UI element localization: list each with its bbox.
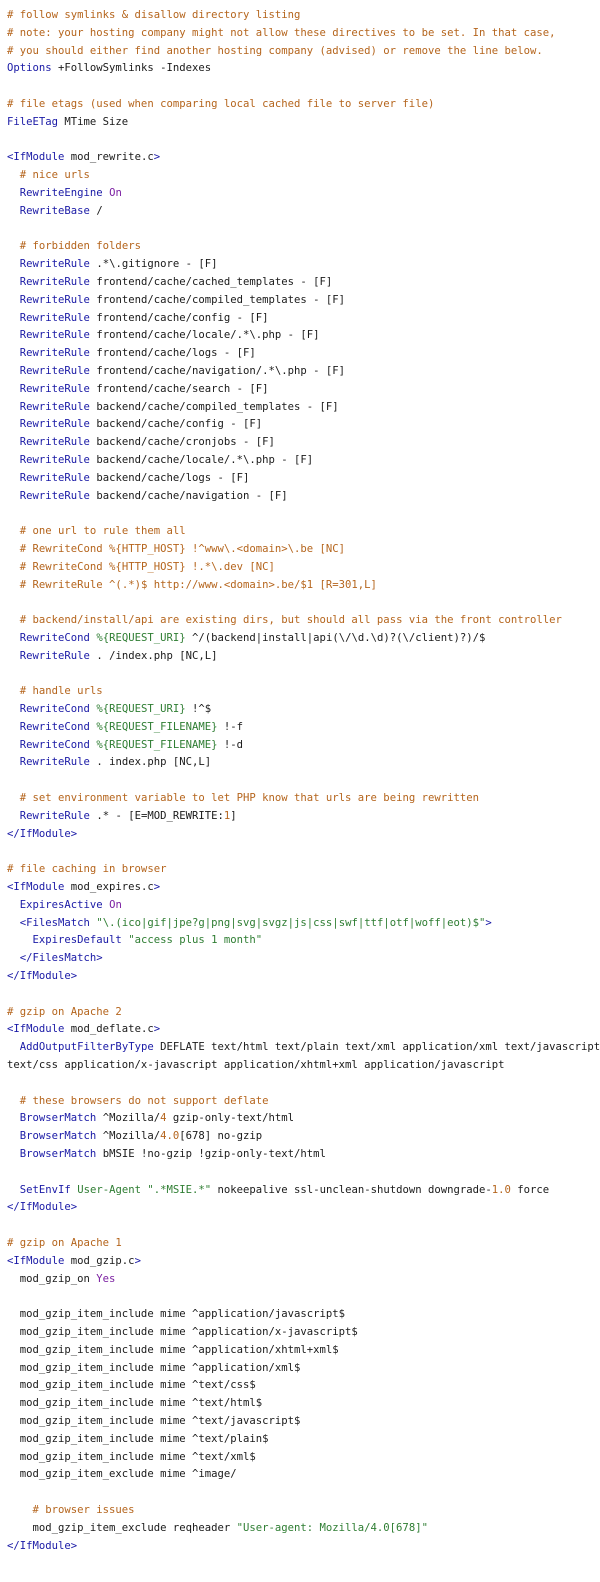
comment-token: # browser issues xyxy=(32,1503,135,1516)
code-line xyxy=(0,185,600,203)
text-token: DEFLATE text/html text/plain text/xml application/xml text/javascript xyxy=(153,1041,600,1054)
comment-token: # you should either find another hosting company (advised) or remove the line below. xyxy=(7,44,543,57)
code-line xyxy=(0,826,600,844)
text-token: mod_gzip_item_include mime ^text/css$ xyxy=(7,1379,256,1392)
text-token: / xyxy=(89,204,103,217)
comment-token: # RewriteCond %{HTTP_HOST} !.*\.dev [NC] xyxy=(19,560,275,573)
comment-token: # note: your hosting company might not allow these directives to be set. In that case, xyxy=(7,26,556,39)
text-token: mod_gzip.c xyxy=(64,1254,135,1267)
code-line xyxy=(0,310,600,328)
text-token: frontend/cache/navigation/.*\.php - [F] xyxy=(89,364,346,377)
directive-token: RewriteBase xyxy=(19,204,90,217)
text-token xyxy=(7,1184,20,1196)
directive-token: RewriteRule xyxy=(19,453,90,466)
code-line xyxy=(0,612,600,630)
blank-line xyxy=(0,505,600,523)
variable-token: %{REQUEST_FILENAME} xyxy=(96,720,218,733)
tag-token: > xyxy=(153,151,161,164)
text-token xyxy=(7,1095,20,1107)
blank-line xyxy=(0,843,600,861)
directive-token: RewriteRule xyxy=(19,364,90,377)
code-line xyxy=(0,1520,600,1538)
code-line xyxy=(0,1021,600,1039)
code-line xyxy=(0,256,600,274)
code-line xyxy=(0,1128,600,1146)
directive-token: RewriteRule xyxy=(19,258,90,271)
text-token xyxy=(7,240,20,252)
directive-token: RewriteRule xyxy=(19,382,90,395)
text-token: mod_deflate.c xyxy=(64,1023,154,1036)
code-line xyxy=(0,1431,600,1449)
text-token xyxy=(7,294,20,306)
directive-token: RewriteCond xyxy=(19,738,90,751)
tag-token: </FilesMatch> xyxy=(19,952,103,965)
text-token xyxy=(7,365,20,377)
text-token xyxy=(7,454,20,466)
text-token xyxy=(7,187,20,199)
code-line xyxy=(0,149,600,167)
code-line xyxy=(0,577,600,595)
code-line xyxy=(0,96,600,114)
directive-token: Options xyxy=(7,62,52,75)
comment-token: # gzip on Apache 2 xyxy=(7,1005,122,1018)
comment-token: # nice urls xyxy=(19,169,90,182)
text-token: backend/cache/navigation - [F] xyxy=(89,489,288,502)
text-token: . index.php [NC,L] xyxy=(89,756,212,769)
text-token: mod_gzip_item_include mime ^text/plain$ xyxy=(7,1432,269,1445)
code-line xyxy=(0,114,600,132)
code-line xyxy=(0,327,600,345)
code-line xyxy=(0,1324,600,1342)
directive-token: BrowserMatch xyxy=(19,1130,97,1143)
code-line xyxy=(0,1360,600,1378)
directive-token: BrowserMatch xyxy=(19,1148,97,1160)
code-line xyxy=(0,1395,600,1413)
code-line xyxy=(0,274,600,292)
code-line xyxy=(0,1449,600,1467)
code-line xyxy=(0,861,600,879)
text-token xyxy=(7,347,20,359)
text-token: ^/(backend|install|api(\/\d.\d)?(\/client)?)/$ xyxy=(185,631,486,644)
variable-token: User-Agent xyxy=(77,1183,141,1196)
blank-line xyxy=(0,78,600,96)
code-line xyxy=(0,1039,600,1057)
code-line xyxy=(0,488,600,506)
code-line xyxy=(0,630,600,648)
comment-token: # handle urls xyxy=(19,685,103,698)
code-line xyxy=(0,1057,600,1075)
text-token xyxy=(7,525,20,537)
text-token: mod_gzip_item_exclude mime ^image/ xyxy=(7,1468,237,1481)
text-token xyxy=(7,739,20,751)
code-line xyxy=(0,1004,600,1022)
text-token xyxy=(7,934,33,946)
code-line xyxy=(0,381,600,399)
code-line xyxy=(0,167,600,185)
directive-token: RewriteEngine xyxy=(19,186,103,199)
comment-token: # RewriteCond %{HTTP_HOST} !^www\.<domain>\.be [NC] xyxy=(19,542,346,555)
code-line xyxy=(0,915,600,933)
directive-token: RewriteRule xyxy=(19,400,90,413)
directive-token: AddOutputFilterByType xyxy=(19,1041,154,1054)
text-token: mod_gzip_item_include mime ^text/html$ xyxy=(7,1397,263,1410)
text-token: mod_gzip_item_include mime ^text/javascript$ xyxy=(7,1414,301,1427)
directive-token: RewriteCond xyxy=(19,720,90,733)
blank-line xyxy=(0,986,600,1004)
code-line xyxy=(0,1235,600,1253)
code-line xyxy=(0,1413,600,1431)
text-token: text/css application/x-javascript application/xhtml+xml application/javascript xyxy=(7,1059,505,1072)
text-token: MTime Size xyxy=(58,115,129,128)
code-line xyxy=(0,1182,600,1200)
number-token: 4.0 xyxy=(160,1130,180,1143)
code-line xyxy=(0,1342,600,1360)
directive-token: RewriteCond xyxy=(19,703,90,716)
string-token: "\.(ico|gif|jpe?g|png|svg|svgz|js|css|swf|ttf|otf|woff|eot)$" xyxy=(96,916,486,929)
comment-token: # these browsers do not support deflate xyxy=(19,1094,269,1107)
tag-token: > xyxy=(485,916,492,929)
comment-token: # set environment variable to let PHP know that urls are being rewritten xyxy=(19,792,479,805)
text-token xyxy=(7,685,20,697)
text-token: mod_gzip_on xyxy=(7,1272,97,1285)
code-line xyxy=(0,470,600,488)
directive-token: RewriteRule xyxy=(19,275,90,288)
text-token: frontend/cache/logs - [F] xyxy=(89,347,256,360)
text-token: backend/cache/locale/.*\.php - [F] xyxy=(89,453,314,466)
blank-line xyxy=(0,1164,600,1182)
text-token: backend/cache/config - [F] xyxy=(89,418,263,431)
code-line xyxy=(0,559,600,577)
variable-token: %{REQUEST_FILENAME} xyxy=(96,738,218,751)
text-token: mod_gzip_item_exclude reqheader xyxy=(7,1521,237,1534)
code-line xyxy=(0,541,600,559)
tag-token: > xyxy=(134,1254,141,1267)
code-line xyxy=(0,363,600,381)
text-token: . /index.php [NC,L] xyxy=(89,649,218,662)
text-token xyxy=(7,1041,20,1053)
directive-token: RewriteRule xyxy=(19,489,90,502)
text-token xyxy=(7,383,20,395)
code-line xyxy=(0,719,600,737)
directive-token: RewriteRule xyxy=(19,293,90,306)
code-line xyxy=(0,7,600,25)
tag-token: > xyxy=(153,1023,161,1036)
text-token: mod_expires.c xyxy=(64,881,154,894)
text-token: !-f xyxy=(217,720,244,733)
directive-token: RewriteRule xyxy=(19,418,90,431)
directive-token: SetEnvIf xyxy=(19,1183,71,1196)
comment-token: # file etags (used when comparing local cached file to server file) xyxy=(7,97,435,110)
text-token xyxy=(7,258,20,270)
text-token xyxy=(7,632,20,644)
text-token: backend/cache/logs - [F] xyxy=(89,471,250,484)
tag-token: <IfModule xyxy=(7,151,65,164)
tag-token: > xyxy=(153,881,161,894)
blank-line xyxy=(0,1217,600,1235)
text-token xyxy=(7,952,20,964)
tag-token: </IfModule> xyxy=(7,827,78,840)
code-line xyxy=(0,416,600,434)
text-token xyxy=(7,472,20,484)
text-token: backend/cache/compiled_templates - [F] xyxy=(89,400,339,413)
string-token: ".*MSIE.*" xyxy=(147,1183,212,1196)
code-line xyxy=(0,1502,600,1520)
variable-token: %{REQUEST_URI} xyxy=(96,631,186,644)
text-token: ^Mozilla/ xyxy=(96,1112,161,1125)
code-line xyxy=(0,932,600,950)
text-token: frontend/cache/compiled_templates - [F] xyxy=(89,293,346,306)
text-token: force xyxy=(510,1183,550,1196)
text-token xyxy=(7,418,20,430)
text-token xyxy=(7,490,20,502)
blank-line xyxy=(0,1484,600,1502)
text-token xyxy=(7,169,20,181)
text-token xyxy=(7,703,20,715)
number-token: 1.0 xyxy=(491,1183,511,1196)
text-token: !-d xyxy=(217,738,244,751)
code-line xyxy=(0,1253,600,1271)
text-token: mod_gzip_item_include mime ^application/x-javascript$ xyxy=(7,1325,358,1338)
code-line xyxy=(0,452,600,470)
code-line xyxy=(0,737,600,755)
tag-token: <FilesMatch xyxy=(19,916,90,929)
tag-token: </IfModule> xyxy=(7,1539,78,1552)
code-line xyxy=(0,238,600,256)
blank-line xyxy=(0,1288,600,1306)
directive-token: ExpiresDefault xyxy=(32,934,122,947)
text-token xyxy=(7,614,20,626)
directive-token: RewriteRule xyxy=(19,649,90,662)
blank-line xyxy=(0,772,600,790)
comment-token: # backend/install/api are existing dirs, but should all pass via the front controller xyxy=(19,614,562,627)
code-line xyxy=(0,1538,600,1556)
code-line xyxy=(0,648,600,666)
text-token: +FollowSymlinks -Indexes xyxy=(51,62,212,75)
text-token: frontend/cache/locale/.*\.php - [F] xyxy=(89,329,320,342)
text-token xyxy=(7,792,20,804)
tag-token: </IfModule> xyxy=(7,970,78,983)
code-line xyxy=(0,754,600,772)
code-line xyxy=(0,701,600,719)
text-token xyxy=(7,650,20,662)
text-token: .*\.gitignore - [F] xyxy=(89,258,218,271)
text-token: gzip-only-text/html xyxy=(166,1112,295,1125)
keyword-token: On xyxy=(109,186,122,199)
directive-token: RewriteRule xyxy=(19,809,90,822)
text-token: mod_rewrite.c xyxy=(64,151,154,164)
directive-token: RewriteRule xyxy=(19,436,90,449)
code-line xyxy=(0,683,600,701)
code-line xyxy=(0,1146,600,1164)
text-token: mod_gzip_item_include mime ^application/javascript$ xyxy=(7,1308,346,1321)
text-token xyxy=(7,579,20,591)
code-line xyxy=(0,897,600,915)
text-token xyxy=(7,276,20,288)
comment-token: # RewriteRule ^(.*)$ http://www.<domain>.be/$1 [R=301,L] xyxy=(19,578,377,591)
code-line xyxy=(0,203,600,221)
text-token xyxy=(7,329,20,341)
comment-token: # follow symlinks & disallow directory listing xyxy=(7,9,301,21)
text-token: mod_gzip_item_include mime ^text/xml$ xyxy=(7,1450,256,1463)
text-token: bMSIE !no-gzip !gzip-only-text/html xyxy=(96,1148,326,1160)
text-token: nokeepalive ssl-unclean-shutdown downgrade- xyxy=(211,1183,492,1196)
text-token xyxy=(7,436,20,448)
text-token: backend/cache/cronjobs - [F] xyxy=(89,436,275,449)
text-token: ] xyxy=(230,809,237,822)
comment-token: # forbidden folders xyxy=(19,240,141,253)
text-token xyxy=(7,543,20,555)
code-line xyxy=(0,523,600,541)
text-token xyxy=(7,810,20,822)
code-line xyxy=(0,345,600,363)
code-line xyxy=(0,1306,600,1324)
code-line xyxy=(0,968,600,986)
code-line xyxy=(0,434,600,452)
code-line xyxy=(0,1466,600,1484)
string-token: "User-agent: Mozilla/4.0[678]" xyxy=(236,1521,428,1534)
comment-token: # one url to rule them all xyxy=(19,525,186,538)
code-line xyxy=(0,292,600,310)
tag-token: </IfModule> xyxy=(7,1201,78,1214)
blank-line xyxy=(0,1075,600,1093)
comment-token: # gzip on Apache 1 xyxy=(7,1236,122,1249)
code-line xyxy=(0,43,600,61)
tag-token: <IfModule xyxy=(7,1023,65,1036)
text-token: frontend/cache/config - [F] xyxy=(89,311,269,324)
code-line xyxy=(0,25,600,43)
keyword-token: On xyxy=(109,898,122,911)
directive-token: ExpiresActive xyxy=(19,898,103,911)
code-line xyxy=(0,1271,600,1289)
code-line xyxy=(0,60,600,78)
blank-line xyxy=(0,132,600,150)
text-token: frontend/cache/search - [F] xyxy=(89,382,269,395)
blank-line xyxy=(0,594,600,612)
text-token xyxy=(7,1130,20,1142)
text-token xyxy=(7,401,20,413)
tag-token: <IfModule xyxy=(7,1254,65,1267)
code-line xyxy=(0,399,600,417)
text-token: [678] no-gzip xyxy=(179,1130,263,1143)
code-line xyxy=(0,790,600,808)
blank-line xyxy=(0,221,600,239)
text-token xyxy=(7,1112,20,1124)
code-line xyxy=(0,1199,600,1217)
directive-token: RewriteRule xyxy=(19,471,90,484)
directive-token: RewriteRule xyxy=(19,311,90,324)
text-token: .* - [E=MOD_REWRITE: xyxy=(89,809,224,822)
code-line xyxy=(0,1093,600,1111)
text-token xyxy=(7,1148,20,1160)
text-token xyxy=(7,561,20,573)
blank-line xyxy=(0,665,600,683)
text-token xyxy=(7,917,20,929)
text-token: mod_gzip_item_include mime ^application/xhtml+xml$ xyxy=(7,1343,339,1356)
text-token: mod_gzip_item_include mime ^application/xml$ xyxy=(7,1361,301,1374)
number-token: 1 xyxy=(223,809,231,822)
number-token: 4 xyxy=(160,1112,167,1125)
text-token xyxy=(7,205,20,217)
variable-token: %{REQUEST_URI} xyxy=(96,703,186,716)
string-token: "access plus 1 month" xyxy=(128,934,263,947)
text-token xyxy=(7,721,20,733)
text-token xyxy=(7,756,20,768)
tag-token: <IfModule xyxy=(7,881,65,894)
code-line xyxy=(0,1377,600,1395)
directive-token: BrowserMatch xyxy=(19,1112,97,1125)
text-token xyxy=(7,899,20,911)
directive-token: RewriteRule xyxy=(19,329,90,342)
keyword-token: Yes xyxy=(96,1272,116,1285)
directive-token: RewriteRule xyxy=(19,347,90,360)
code-line xyxy=(0,950,600,968)
directive-token: RewriteCond xyxy=(19,631,90,644)
code-line xyxy=(0,879,600,897)
text-token xyxy=(7,1504,33,1516)
directive-token: RewriteRule xyxy=(19,756,90,769)
text-token xyxy=(7,312,20,324)
code-line xyxy=(0,1110,600,1128)
text-token: frontend/cache/cached_templates - [F] xyxy=(89,275,333,288)
code-line xyxy=(0,808,600,826)
directive-token: FileETag xyxy=(7,115,59,128)
text-token: ^Mozilla/ xyxy=(96,1130,161,1143)
comment-token: # file caching in browser xyxy=(7,863,167,876)
text-token: !^$ xyxy=(185,703,212,716)
